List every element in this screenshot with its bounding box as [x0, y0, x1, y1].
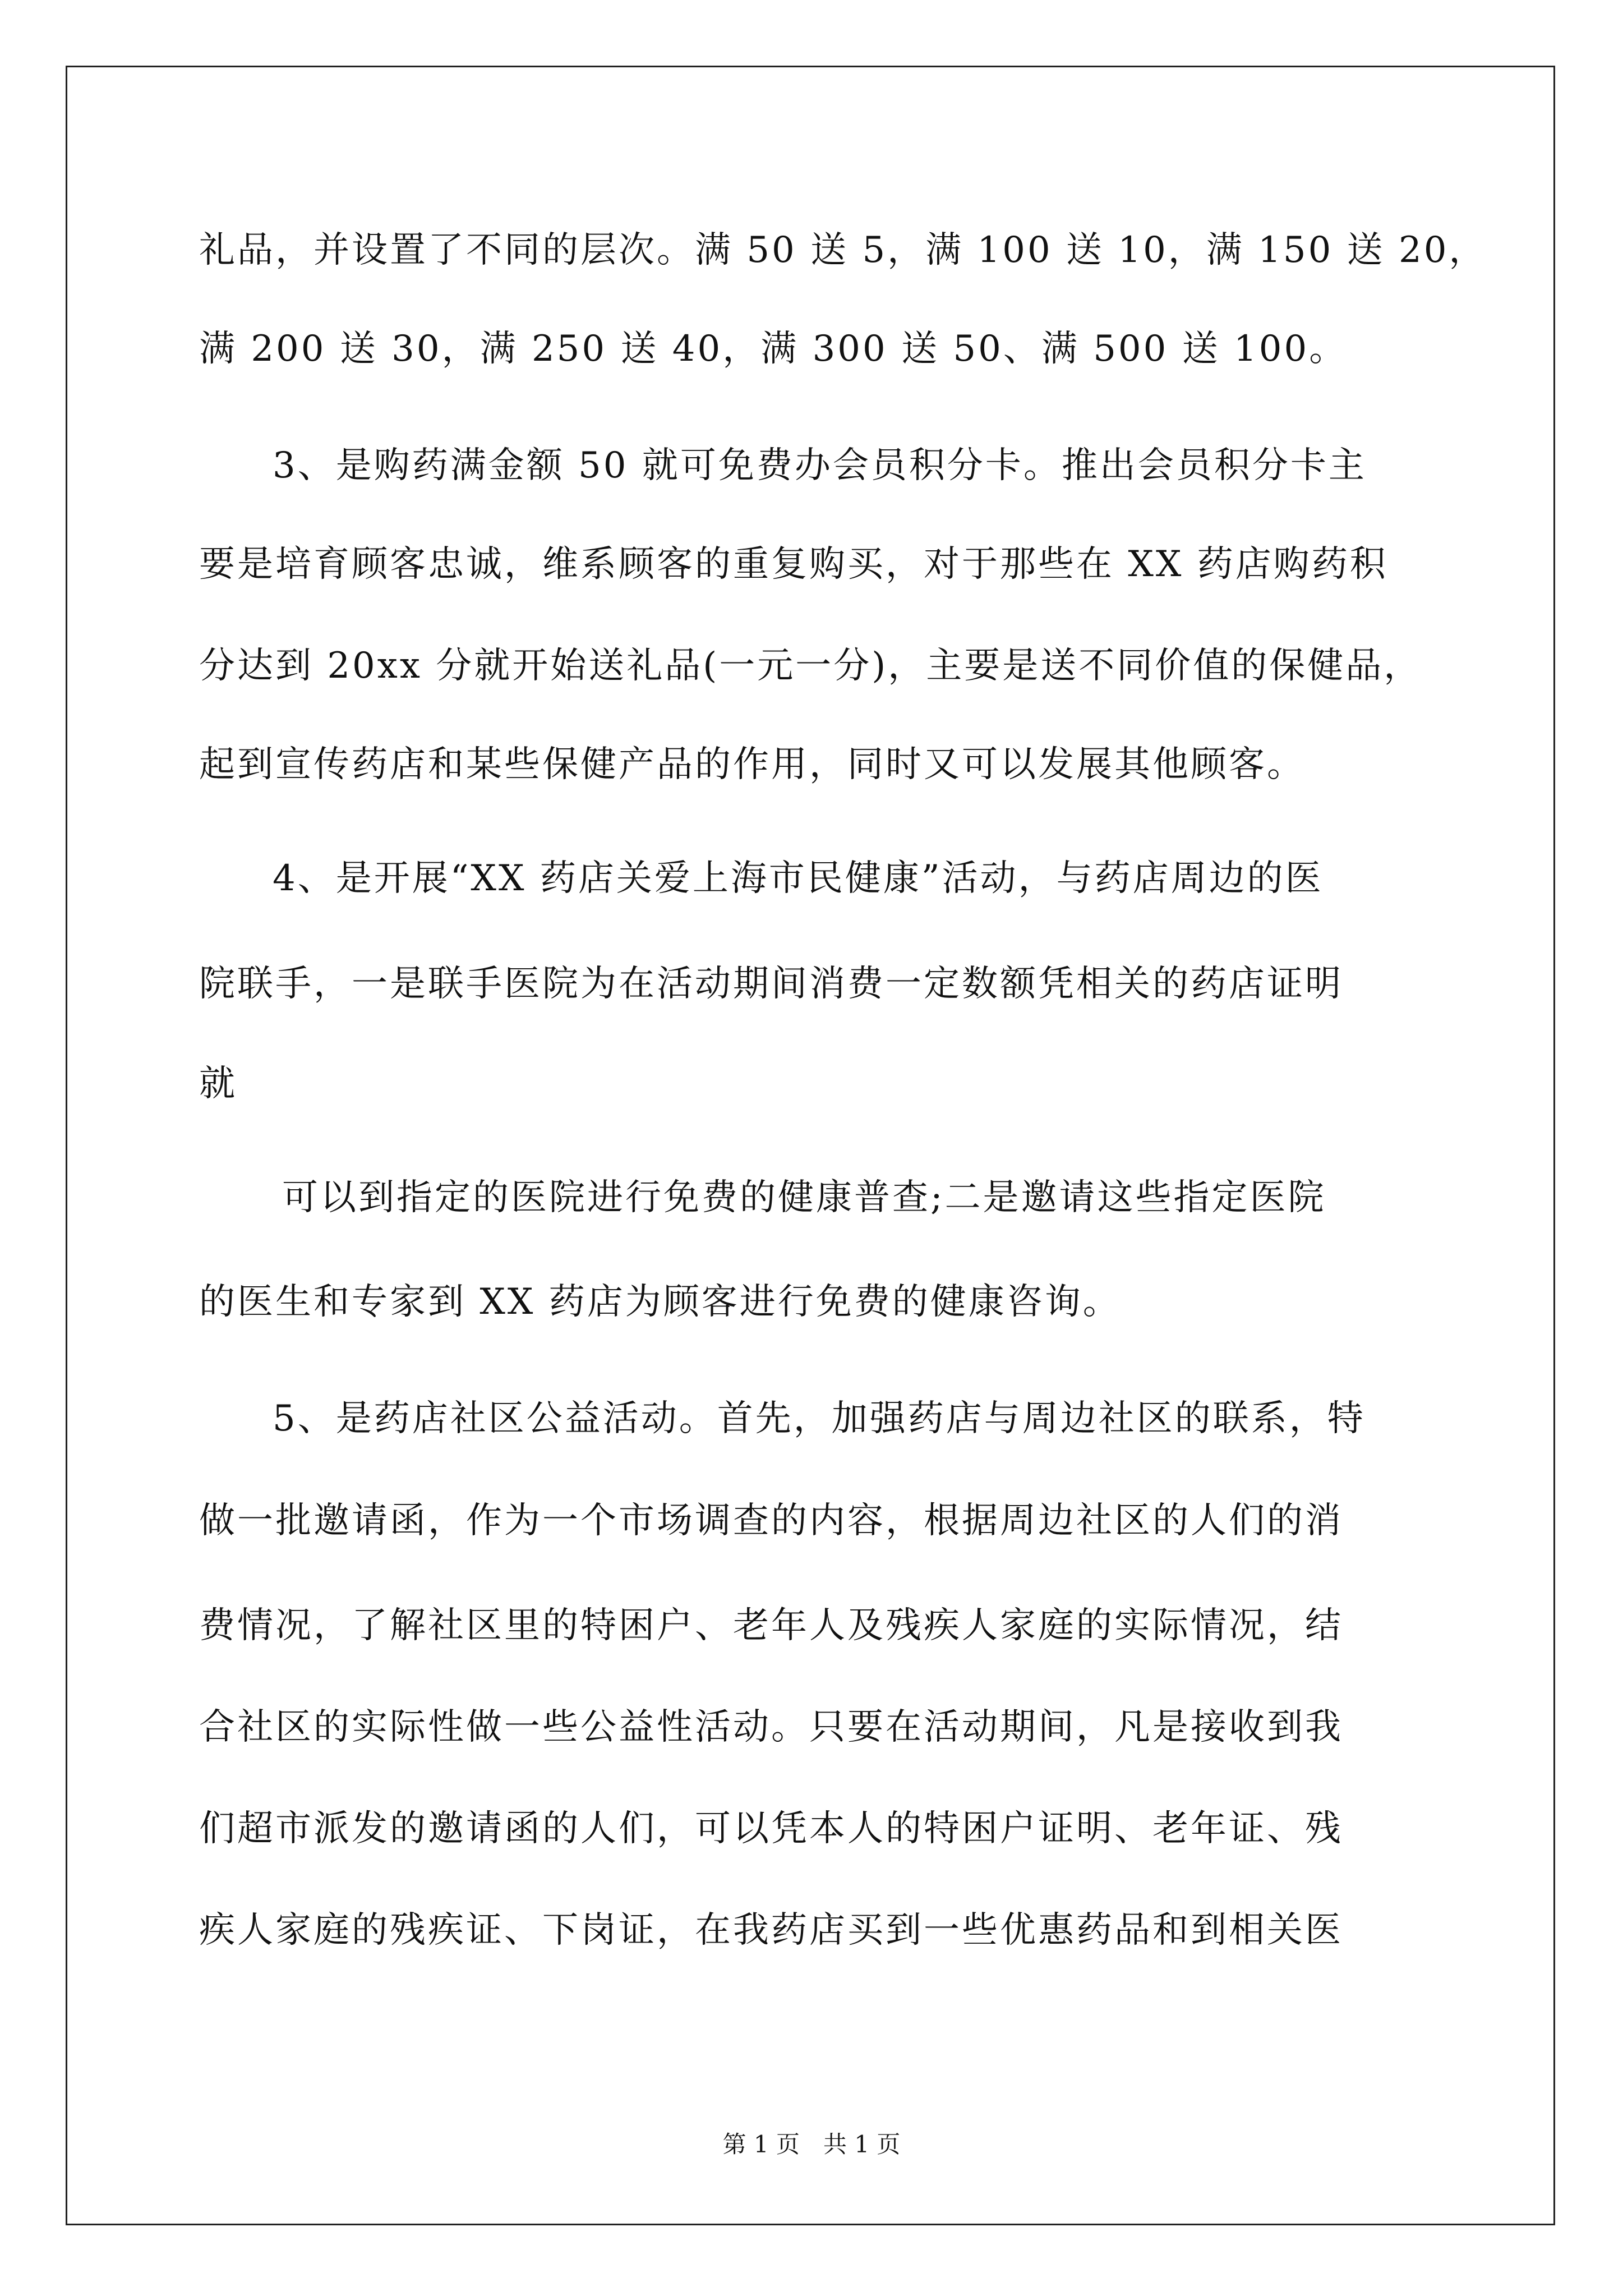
paragraph-4-start: 4、是开展“XX 药店关爱上海市民健康”活动，与药店周边的医	[273, 858, 1324, 899]
paragraph-continuation: 可以到指定的医院进行免费的健康普查;二是邀请这些指定医院	[282, 1177, 1326, 1218]
text-line: 疾人家庭的残疾证、下岗证，在我药店买到一些优惠药品和到相关医	[199, 1910, 1343, 1951]
text-line: 就	[199, 1063, 237, 1105]
text-line: 们超市派发的邀请函的人们，可以凭本人的特困户证明、老年证、残	[199, 1808, 1343, 1849]
text-line: 满 200 送 30，满 250 送 40，满 300 送 50、满 500 送 100。	[199, 328, 1348, 370]
paragraph-3-start: 3、是购药满金额 50 就可免费办会员积分卡。推出会员积分卡主	[273, 445, 1367, 486]
text-line: 合社区的实际性做一些公益性活动。只要在活动期间，凡是接收到我	[199, 1706, 1343, 1748]
text-line: 费情况，了解社区里的特困户、老年人及残疾人家庭的实际情况，结	[199, 1605, 1343, 1646]
page-number: 第 1 页 共 1 页	[722, 2131, 901, 2158]
text-line: 的医生和专家到 XX 药店为顾客进行免费的健康咨询。	[199, 1281, 1121, 1323]
text-line: 院联手，一是联手医院为在活动期间消费一定数额凭相关的药店证明	[199, 963, 1343, 1005]
text-line: 做一批邀请函，作为一个市场调查的内容，根据周边社区的人们的消	[199, 1500, 1343, 1542]
text-line: 要是培育顾客忠诚，维系顾客的重复购买，对于那些在 XX 药店购药积	[199, 544, 1388, 585]
text-line: 礼品，并设置了不同的层次。满 50 送 5，满 100 送 10，满 150 送 20，	[199, 229, 1487, 271]
page-border	[66, 66, 1555, 2225]
paragraph-5-start: 5、是药店社区公益活动。首先，加强药店与周边社区的联系，特	[273, 1398, 1366, 1439]
text-line: 起到宣传药店和某些保健产品的作用，同时又可以发展其他顾客。	[199, 744, 1305, 785]
text-line: 分达到 20xx 分就开始送礼品(一元一分)，主要是送不同价值的保健品，	[199, 645, 1422, 687]
